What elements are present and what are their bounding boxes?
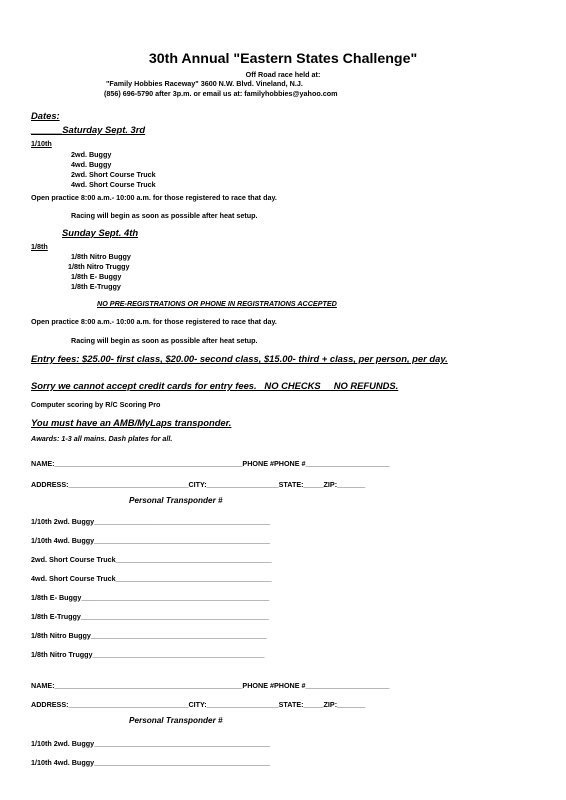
sunday-class-group: 1/8th bbox=[31, 242, 48, 251]
saturday-class-item: 4wd. Short Course Truck bbox=[71, 180, 156, 189]
name-phone-line[interactable]: NAME:_______________________________________________PHONE #PHONE #_____________________ bbox=[31, 681, 390, 690]
transponder-requirement: You must have an AMB/MyLaps transponder. bbox=[31, 417, 232, 428]
saturday-class-group: 1/10th bbox=[31, 139, 52, 148]
saturday-racing: Racing will begin as soon as possible after heat setup. bbox=[71, 211, 258, 220]
awards-note: Awards: 1-3 all mains. Dash plates for all. bbox=[31, 434, 173, 443]
address-line[interactable]: ADDRESS:______________________________CITY:__________________STATE:_____ZIP:_______ bbox=[31, 480, 366, 489]
entry-fees: Entry fees: $25.00- first class, $20.00- second class, $15.00- third + class, per person, per day. bbox=[31, 353, 448, 364]
transponder-row[interactable]: 1/10th 2wd. Buggy____________________________________________ bbox=[31, 739, 270, 748]
no-preregistration-notice: NO PRE-REGISTRATIONS OR PHONE IN REGISTRATIONS ACCEPTED bbox=[97, 299, 337, 308]
saturday-practice: Open practice 8:00 a.m.- 10:00 a.m. for those registered to race that day. bbox=[31, 193, 277, 202]
sunday-class-item: 1/8th Nitro Truggy bbox=[68, 262, 130, 271]
transponder-row[interactable]: 1/10th 2wd. Buggy____________________________________________ bbox=[31, 517, 270, 526]
scoring-note: Computer scoring by R/C Scoring Pro bbox=[31, 400, 161, 409]
payment-policy: Sorry we cannot accept credit cards for entry fees. NO CHECKS NO REFUNDS. bbox=[31, 380, 399, 391]
sunday-class-item: 1/8th E-Truggy bbox=[71, 282, 121, 291]
transponder-row[interactable]: 1/8th E-Truggy_______________________________________________ bbox=[31, 612, 269, 621]
transponder-row[interactable]: 1/8th Nitro Truggy___________________________________________ bbox=[31, 650, 265, 659]
sunday-racing: Racing will begin as soon as possible after heat setup. bbox=[71, 336, 258, 345]
sunday-heading: Sunday Sept. 4th bbox=[62, 227, 139, 238]
saturday-class-item: 2wd. Buggy bbox=[71, 150, 112, 159]
address-line[interactable]: ADDRESS:______________________________CITY:__________________STATE:_____ZIP:_______ bbox=[31, 700, 366, 709]
transponder-row[interactable]: 1/10th 4wd. Buggy____________________________________________ bbox=[31, 536, 270, 545]
transponder-row[interactable]: 2wd. Short Course Truck_______________________________________ bbox=[31, 555, 272, 564]
dates-heading: Dates: bbox=[31, 110, 60, 121]
sunday-practice: Open practice 8:00 a.m.- 10:00 a.m. for those registered to race that day. bbox=[31, 317, 277, 326]
saturday-class-item: 4wd. Buggy bbox=[71, 160, 112, 169]
sunday-class-item: 1/8th Nitro Buggy bbox=[71, 252, 131, 261]
transponder-row[interactable]: 1/8th E- Buggy_______________________________________________ bbox=[31, 593, 270, 602]
saturday-class-item: 2wd. Short Course Truck bbox=[71, 170, 156, 179]
contact-line: (856) 696-5790 after 3p.m. or email us at: familyhobbies@yahoo.com bbox=[104, 89, 338, 98]
sunday-class-item: 1/8th E- Buggy bbox=[71, 272, 122, 281]
venue-line: "Family Hobbies Raceway" 3600 N.W. Blvd. Vineland, N.J. bbox=[106, 79, 303, 88]
transponder-row[interactable]: 1/8th Nitro Buggy____________________________________________ bbox=[31, 631, 267, 640]
page-title: 30th Annual "Eastern States Challenge" bbox=[148, 51, 418, 67]
subtitle: Off Road race held at: bbox=[245, 70, 321, 79]
transponder-row[interactable]: 1/10th 4wd. Buggy____________________________________________ bbox=[31, 758, 270, 767]
transponder-row[interactable]: 4wd. Short Course Truck_______________________________________ bbox=[31, 574, 272, 583]
saturday-heading: ______Saturday Sept. 3rd bbox=[31, 124, 146, 135]
transponder-heading: Personal Transponder # bbox=[129, 496, 223, 505]
name-phone-line[interactable]: NAME:_______________________________________________PHONE #PHONE #_____________________ bbox=[31, 459, 390, 468]
transponder-heading: Personal Transponder # bbox=[129, 716, 223, 725]
